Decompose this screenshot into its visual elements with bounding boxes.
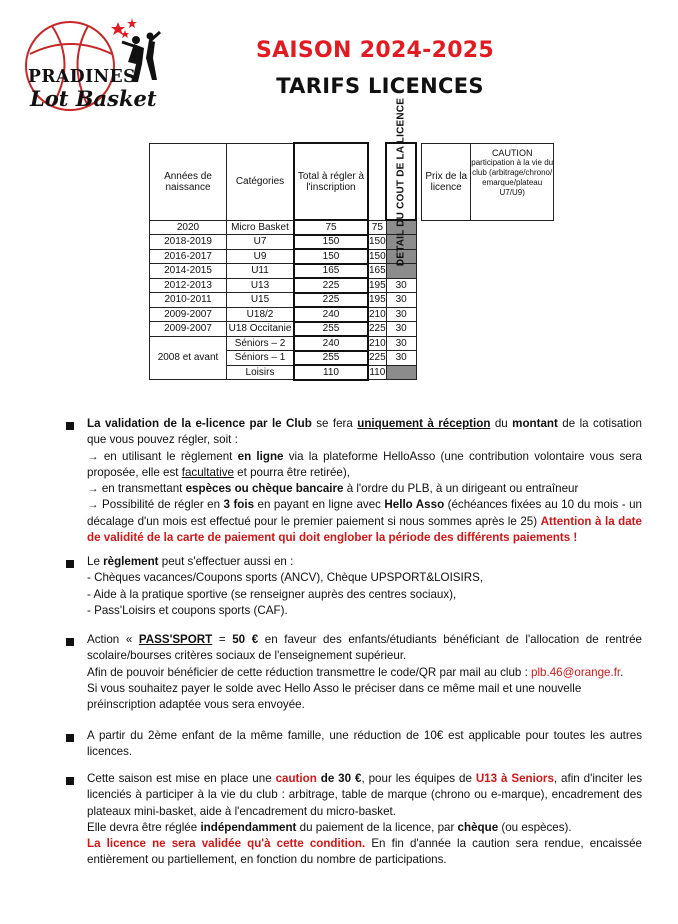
- cell-price: 210: [369, 308, 386, 320]
- bullet-square: [66, 777, 74, 785]
- text-3-fois: 3 fois: [223, 498, 255, 512]
- cell-years: 2008 et avant: [150, 336, 227, 380]
- text-independamment: indépendamment: [200, 820, 297, 834]
- text: (échéances fixées au 10 du mois - un décalage d'un mois est effectué pour le premier paiement si nous sommes après le 25): [87, 498, 642, 528]
- cell-total: 255: [294, 351, 368, 366]
- table-row: [150, 235, 554, 250]
- table-header-row: [150, 143, 554, 220]
- bullet-square: [66, 560, 74, 568]
- logo-text-lot-basket: Lot Basket: [30, 86, 157, 111]
- text: du paiement de la licence, par: [296, 820, 458, 834]
- table-row: [150, 293, 554, 308]
- cell-years: 2010-2011: [150, 293, 227, 308]
- text: Afin de pouvoir bénéficier de cette réduction transmettre le code/QR par mail au club :: [87, 665, 532, 679]
- bullet-square: [66, 638, 74, 646]
- caution-title: CAUTION: [491, 147, 533, 158]
- section-reglement: [87, 554, 642, 619]
- table-row: [150, 322, 554, 337]
- text: (ou espèces).: [498, 820, 572, 834]
- cell-price: 195: [369, 294, 386, 306]
- list-item: - Chèques vacances/Coupons sports (ANCV), Chèque UPSPORT&LOISIRS,: [87, 571, 484, 585]
- text: Cette saison est mise en place une: [87, 772, 276, 785]
- text-facultative: facultative: [181, 465, 234, 479]
- list-item: - Aide à la pratique sportive (se renseigner auprès des centres sociaux),: [87, 587, 457, 601]
- cell-price: 150: [369, 236, 386, 248]
- list-item: - Pass'Loisirs et coupons sports (CAF).: [87, 603, 288, 617]
- cell-total: 255: [294, 322, 368, 337]
- header-caution: [471, 143, 554, 220]
- cell-category: U11: [227, 264, 295, 279]
- cell-price: 150: [369, 250, 386, 262]
- cell-category: U9: [227, 249, 295, 264]
- text: à l'ordre du PLB, à un dirigeant ou entraîneur: [343, 482, 579, 496]
- cell-years: 2014-2015: [150, 264, 227, 279]
- cell-total: 110: [294, 365, 368, 380]
- cell-price: 195: [369, 279, 386, 291]
- text: =: [212, 633, 233, 646]
- detail-vertical-cell: [386, 97, 416, 266]
- cell-total: 225: [294, 293, 368, 308]
- cell-price: 225: [369, 352, 386, 364]
- bullet-square: [66, 422, 74, 430]
- cell-total: 150: [294, 249, 368, 264]
- cell-category: U7: [227, 235, 295, 250]
- table-row: [150, 336, 554, 351]
- detail-label: DETAIL DU COUT DE LA LICENCE: [395, 97, 407, 266]
- cell-price: 110: [369, 366, 386, 378]
- text: en payant en ligne avec: [254, 498, 385, 512]
- cell-total: 150: [294, 235, 368, 250]
- cell-caution: 30: [386, 322, 416, 337]
- cell-caution: 30: [386, 336, 416, 351]
- cell-years: 2020: [150, 220, 227, 235]
- text-montant: montant: [512, 417, 558, 430]
- text: Action «: [87, 633, 139, 646]
- text-cheque: chèque: [457, 820, 499, 834]
- text: peut s'effectuer aussi en :: [158, 555, 294, 568]
- text: → en transmettant: [87, 482, 186, 496]
- cell-price: 165: [369, 265, 386, 277]
- cell-caution: 30: [386, 307, 416, 322]
- cell-caution: [386, 365, 416, 380]
- cell-category: U18/2: [227, 307, 295, 322]
- cell-years: 2009-2007: [150, 307, 227, 322]
- cell-years: 2012-2013: [150, 278, 227, 293]
- text-caution: caution: [275, 772, 317, 785]
- section-caution: [87, 771, 642, 869]
- table-row: [150, 249, 554, 264]
- text: , afin d'inciter les licenciés à participer à la vie du club : arbitrage, table de marque (chrono ou e-marque), encadrement des plateaux mini-basket, aide à l'encadrement du micro-basket.: [87, 772, 642, 818]
- cell-price: 225: [369, 323, 386, 335]
- text: Elle devra être réglée: [87, 820, 201, 834]
- cell-total: 240: [294, 307, 368, 322]
- season-title: SAISON 2024-2025: [255, 38, 495, 63]
- text: via la plateforme HelloAsso (une contribution volontaire vous sera proposée, elle est: [87, 449, 643, 479]
- text: et pourra être retirée),: [233, 465, 350, 479]
- logo-text-pradines: PRADINES: [28, 66, 136, 87]
- section-family-discount: A partir du 2ème enfant de la même famille, une réduction de 10€ est applicable pour toutes les autres licences.: [87, 729, 642, 759]
- header-years: Années de naissance: [150, 143, 227, 220]
- warning-card-validity: Attention à la date de validité de la carte de paiement qui doit englober la période des différents paiements !: [87, 514, 642, 545]
- text: , pour les équipes de: [361, 772, 476, 785]
- text-hello-asso: Hello Asso: [384, 498, 445, 512]
- text-validation: La validation de la e-licence par le Club: [87, 417, 312, 430]
- cell-caution: 30: [386, 293, 416, 308]
- text-reglement: règlement: [103, 555, 159, 568]
- text: → en utilisant le règlement: [87, 449, 238, 463]
- cell-total: 240: [294, 336, 368, 351]
- text-50-euros: 50 €: [232, 633, 259, 646]
- cell-caution: 30: [386, 278, 416, 293]
- cell-category: U13: [227, 278, 295, 293]
- cell-total: 75: [294, 220, 368, 235]
- text: En fin d'année la caution sera rendue, encaissée entièrement ou partiellement, en fonction du nombre de participations.: [87, 837, 642, 867]
- cell-category: U15: [227, 293, 295, 308]
- table-row: [150, 264, 554, 279]
- club-logo: [22, 14, 162, 114]
- warning-licence-condition: La licence ne sera validée qu'à cette condition.: [87, 837, 366, 851]
- cell-total: 225: [294, 278, 368, 293]
- text-u13-seniors: U13 à Seniors: [475, 772, 554, 785]
- table-row: [150, 220, 554, 235]
- text: → Possibilité de régler en: [87, 498, 224, 512]
- table-row: [150, 278, 554, 293]
- caution-detail: participation à la vie du club (arbitrage/chrono/ emarque/plateau U7/U9): [471, 157, 554, 197]
- cell-category: Séniors – 2: [227, 336, 295, 351]
- text-reception: uniquement à réception: [357, 417, 491, 430]
- cell-category: Loisirs: [227, 365, 295, 380]
- text-en-ligne: en ligne: [237, 449, 284, 463]
- section-validation: [87, 416, 642, 546]
- text: du: [490, 417, 513, 430]
- text-especes: espèces ou chèque bancaire: [185, 482, 344, 496]
- club-email-link[interactable]: plb.46@orange.fr: [531, 665, 621, 679]
- tarifs-table: [149, 97, 554, 381]
- table-row: [150, 307, 554, 322]
- cell-years: 2016-2017: [150, 249, 227, 264]
- cell-caution: 30: [386, 351, 416, 366]
- cell-price: 75: [368, 220, 386, 235]
- text: Si vous souhaitez payer le solde avec Hello Asso le préciser dans ce même mail et une nouvelle préinscription adaptée vous sera envoyée.: [87, 681, 582, 712]
- text-pass-sport: PASS'SPORT: [138, 633, 213, 646]
- text: en faveur des enfants/étudiants bénéficiant de l'allocation de rentrée scolaire/bourses critères sociaux de l'enseignement supérieur.: [87, 633, 642, 663]
- text: .: [620, 665, 624, 679]
- text: Le: [87, 555, 104, 568]
- cell-category: Micro Basket: [227, 220, 295, 235]
- header-price: Prix de la licence: [422, 143, 471, 220]
- section-pass-sport: [87, 632, 642, 713]
- header-category: Catégories: [227, 143, 295, 220]
- cell-years: 2009-2007: [150, 322, 227, 337]
- cell-category: U18 Occitanie: [227, 322, 295, 337]
- header-total: Total à régler à l'inscription: [294, 143, 368, 220]
- page-subtitle: TARIFS LICENCES: [276, 74, 484, 98]
- cell-category: Séniors – 1: [227, 351, 295, 366]
- text-30-euros: de 30 €: [316, 772, 362, 785]
- cell-price: 210: [369, 337, 386, 349]
- cell-total: 165: [294, 264, 368, 279]
- cell-years: 2018-2019: [150, 235, 227, 250]
- text: de la cotisation que vous pouvez régler, soit :: [87, 417, 643, 447]
- text: se fera: [311, 417, 358, 430]
- bullet-square: [66, 734, 74, 742]
